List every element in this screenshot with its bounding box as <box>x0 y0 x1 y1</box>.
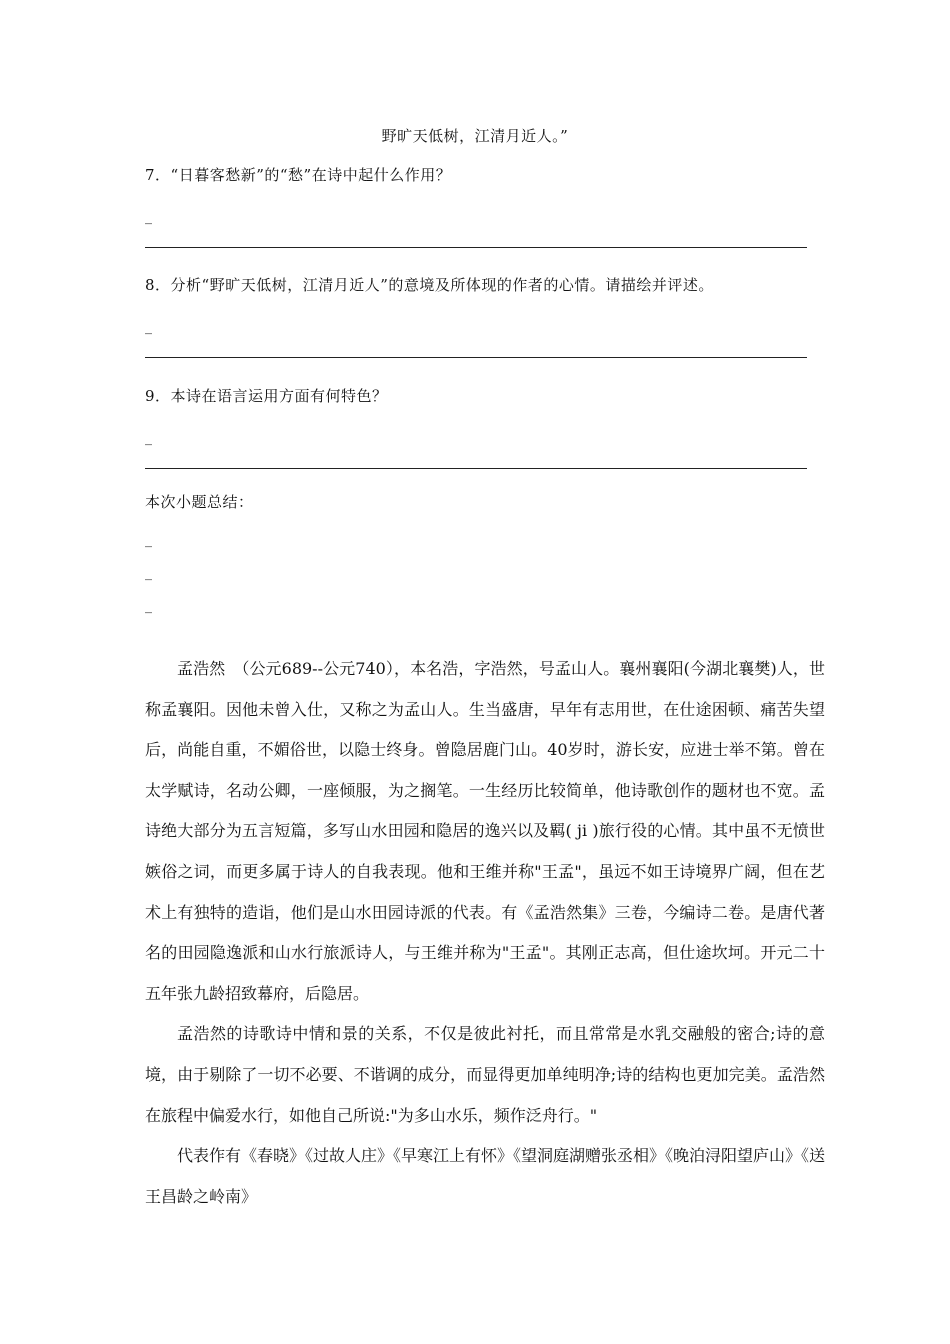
answer-mark-7: _ <box>145 209 152 225</box>
summary-mark-1: _ <box>145 532 152 548</box>
question-9: 9．本诗在语言运用方面有何特色？ <box>145 387 388 405</box>
bio-paragraph-3: 代表作有《春晓》《过故人庄》《早寒江上有怀》《望洞庭湖赠张丞相》《晚泊浔阳望庐山》《送王昌龄之岭南》 <box>145 1146 826 1206</box>
summary-mark-3: _ <box>145 598 152 614</box>
summary-mark-2: _ <box>145 565 152 581</box>
answer-line-8[interactable] <box>145 357 807 358</box>
summary-label: 本次小题总结： <box>145 493 254 511</box>
question-7: 7．“日暮客愁新”的“愁”在诗中起什么作用？ <box>145 166 452 184</box>
answer-mark-9: _ <box>145 430 152 446</box>
question-8: 8．分析“野旷天低树，江清月近人”的意境及所体现的作者的心情。请描绘并评述。 <box>145 276 714 294</box>
poem-closing-line: 野旷天低树，江清月近人。” <box>381 127 569 145</box>
author-biography <box>145 649 825 1217</box>
bio-paragraph-2: 孟浩然的诗歌诗中情和景的关系，不仅是彼此衬托，而且常常是水乳交融般的密合;诗的意境，由于剔除了一切不必要、不谐调的成分，而显得更加单纯明净;诗的结构也更加完美。孟浩然在旅程中偏爱水行，如他自己所说:"为多山水乐，频作泛舟行。" <box>145 1024 825 1125</box>
answer-mark-8: _ <box>145 319 152 335</box>
bio-paragraph-1: 孟浩然 （公元689--公元740），本名浩，字浩然，号孟山人。襄州襄阳(今湖北襄樊)人，世称孟襄阳。因他未曾入仕，又称之为孟山人。生当盛唐，早年有志用世，在仕途困顿、痛苦失望后，尚能自重，不媚俗世，以隐士终身。曾隐居鹿门山。40岁时，游长安，应进士举不第。曾在太学赋诗，名动公卿，一座倾服，为之搁笔。一生经历比较简单，他诗歌创作的题材也不宽。孟诗绝大部分为五言短篇，多写山水田园和隐居的逸兴以及羁( ji )旅行役的心情。其中虽不无愤世嫉俗之词，而更多属于诗人的自我表现。他和王维并称"王孟"，虽远不如王诗境界广阔，但在艺术上有独特的造诣，他们是山水田园诗派的代表。有《孟浩然集》三卷，今编诗二卷。是唐代著名的田园隐逸派和山水行旅派诗人，与王维并称为"王孟"。其刚正志高，但仕途坎坷。开元二十五年张九龄招致幕府，后隐居。 <box>145 659 825 1003</box>
answer-line-9[interactable] <box>145 468 807 469</box>
answer-line-7[interactable] <box>145 247 807 248</box>
